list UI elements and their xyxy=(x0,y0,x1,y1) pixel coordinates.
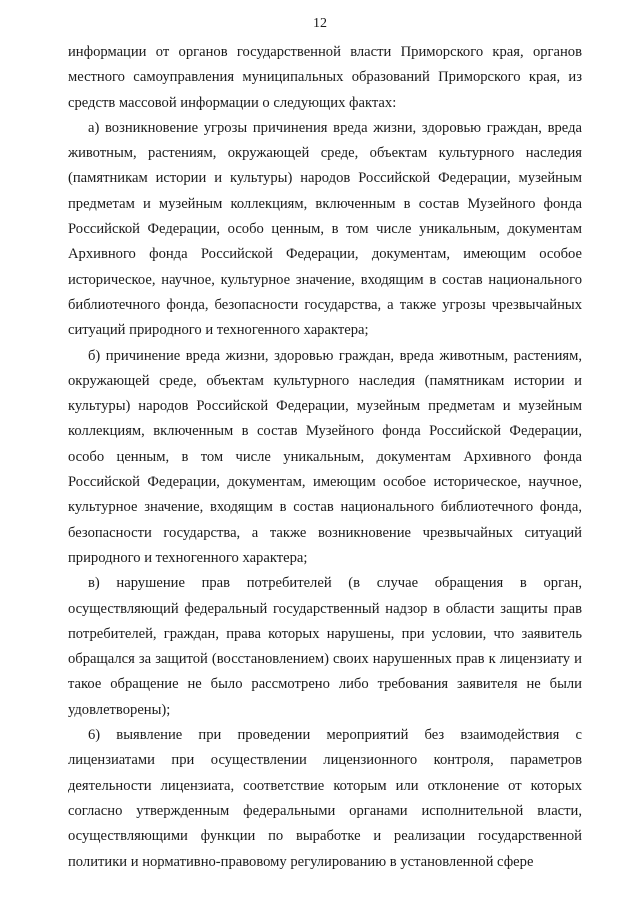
paragraph-item-b: б) причинение вреда жизни, здоровью граждан, вреда животным, растениям, окружающей среде, объектам культурного наследия (памятникам истории и культуры) народов Российской Федерации, музейным предметам и музейным коллекциям, включенным в состав Музейного фонда Российской Федерации, особо ценным, в том числе уникальным, документам Архивного фонда Российской Федерации, документам, имеющим особое историческое, научное, культурное значение, входящим в состав национального библиотечного фонда, безопасности государства, а также возникновение чрезвычайных ситуаций природного и техногенного характера; xyxy=(68,347,582,566)
paragraph-item-6: 6) выявление при проведении мероприятий без взаимодействия с лицензиатами при осуществлении лицензионного контроля, параметров деятельности лицензиата, соответствие которым или отклонение от которых согласно утвержденным федеральными органами исполнительной власти, осуществляющими функции по выработке и реализации государственной политики и нормативно-правовому регулированию в установленной сфере xyxy=(68,727,582,870)
paragraph-item-a: а) возникновение угрозы причинения вреда жизни, здоровью граждан, вреда животным, растениям, окружающей среде, объектам культурного наследия (памятникам истории и культуры) народов Российской Федерации, музейным предметам и музейным коллекциям, включенным в состав Музейного фонда Российской Федерации, особо ценным, в том числе уникальным, документам Архивного фонда Российской Федерации, документам, имеющим особое историческое, научное, культурное значение, входящим в состав национального библиотечного фонда, безопасности государства, а также угрозы чрезвычайных ситуаций природного и техногенного характера; xyxy=(68,119,582,339)
page-number: 12 xyxy=(313,16,327,31)
paragraph-item-v: в) нарушение прав потребителей (в случае обращения в орган, осуществляющий федеральный государственный надзор в области защиты прав потребителей, граждан, права которых нарушены, при условии, что заявитель обращался за защитой (восстановлением) своих нарушенных прав к лицензиату и такое обращение не было рассмотрено либо требования заявителя не были удовлетворены); xyxy=(68,575,582,718)
document-body xyxy=(68,40,582,875)
paragraph-continuation: информации от органов государственной власти Приморского края, органов местного самоуправления муниципальных образований Приморского края, из средств массовой информации о следующих фактах: xyxy=(68,44,582,111)
